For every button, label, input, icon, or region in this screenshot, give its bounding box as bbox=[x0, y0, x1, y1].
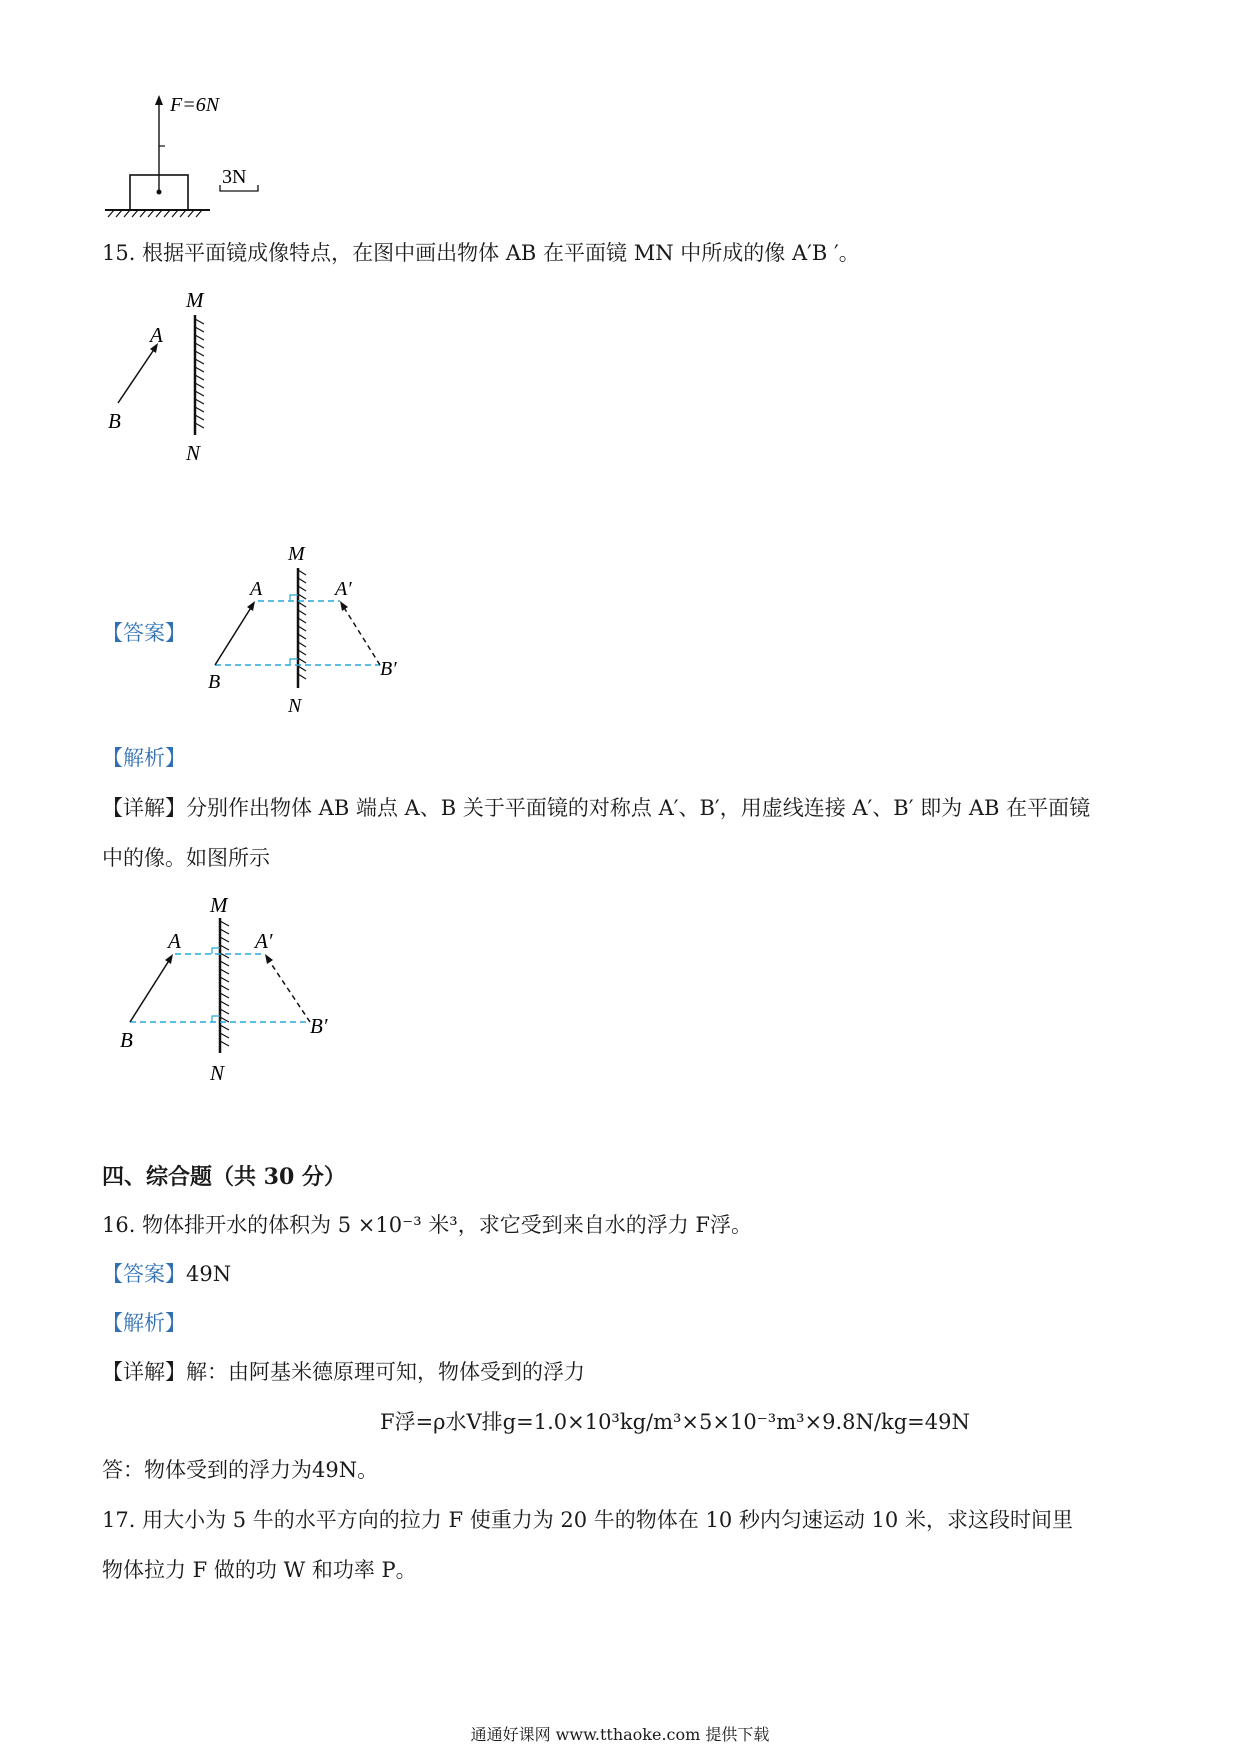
label-B-prime: B′ bbox=[310, 1014, 328, 1038]
detail-line-1 bbox=[102, 793, 1090, 823]
label-N: N bbox=[210, 1061, 225, 1085]
question-17-line-2: 物体拉力 F 做的功 W 和功率 P。 bbox=[102, 1558, 417, 1582]
question-number: 15. bbox=[102, 241, 136, 265]
label-A: A bbox=[250, 578, 263, 600]
mirror-answer-figure bbox=[200, 540, 410, 725]
label-N: N bbox=[186, 441, 201, 465]
formula: F浮=ρ水V排g=1.0×10³kg/m³×5×10⁻³m³×9.8N/kg=49N bbox=[380, 1410, 970, 1434]
question-16 bbox=[102, 1210, 752, 1240]
question-15 bbox=[102, 238, 860, 268]
analysis-tag: 【解析】 bbox=[102, 746, 186, 770]
question-text: 用大小为 5 牛的水平方向的拉力 F 使重力为 20 牛的物体在 10 秒内匀速运动 10 米，求这段时间里 bbox=[142, 1508, 1073, 1532]
detail-text: 解：由阿基米德原理可知，物体受到的浮力 bbox=[186, 1360, 585, 1384]
detail-tag: 【详解】 bbox=[102, 796, 186, 820]
label-M: M bbox=[210, 893, 228, 917]
label-A-prime: A′ bbox=[255, 929, 273, 953]
question-text: 根据平面镜成像特点，在图中画出物体 AB 在平面镜 MN 中所成的像 A′B ′。 bbox=[142, 241, 860, 265]
question-number: 16. bbox=[102, 1213, 136, 1237]
scale-label: 3N bbox=[222, 166, 247, 188]
detail-line bbox=[102, 1357, 585, 1387]
question-17-line-1 bbox=[102, 1505, 1073, 1535]
detail-line-2: 中的像。如图所示 bbox=[102, 846, 270, 870]
detail-tag: 【详解】 bbox=[102, 1360, 186, 1384]
label-B-prime: B′ bbox=[380, 658, 397, 680]
label-B: B bbox=[208, 671, 221, 693]
label-N: N bbox=[288, 695, 302, 717]
label-M: M bbox=[288, 543, 305, 565]
detail-text: 分别作出物体 AB 端点 A、B 关于平面镜的对称点 A′、B′，用虚线连接 A′、B′ 即为 AB 在平面镜 bbox=[186, 796, 1091, 820]
page-footer: 通通好课网 www.tthaoke.com 提供下载 bbox=[470, 1725, 770, 1744]
question-text: 物体排开水的体积为 5 ×10⁻³ 米³，求它受到来自水的浮力 F浮。 bbox=[142, 1213, 752, 1237]
answer-tag: 【答案】 bbox=[102, 1262, 186, 1286]
label-A: A bbox=[150, 323, 163, 347]
question-number: 17. bbox=[102, 1508, 136, 1532]
label-M: M bbox=[186, 288, 204, 312]
section-heading: 四、综合题（共 30 分） bbox=[102, 1164, 346, 1190]
mirror-question-figure bbox=[100, 285, 240, 475]
label-A: A bbox=[168, 929, 181, 953]
label-B: B bbox=[120, 1028, 133, 1052]
label-A-prime: A′ bbox=[335, 578, 352, 600]
conclusion: 答：物体受到的浮力为49N。 bbox=[102, 1458, 379, 1482]
force-label: F=6N bbox=[170, 94, 220, 116]
answer-line bbox=[102, 1259, 231, 1289]
answer-tag: 【答案】 bbox=[102, 621, 186, 645]
label-B: B bbox=[108, 409, 121, 433]
force-diagram bbox=[100, 95, 290, 245]
analysis-tag: 【解析】 bbox=[102, 1311, 186, 1335]
answer-value: 49N bbox=[186, 1262, 232, 1286]
mirror-detail-figure bbox=[100, 888, 330, 1088]
